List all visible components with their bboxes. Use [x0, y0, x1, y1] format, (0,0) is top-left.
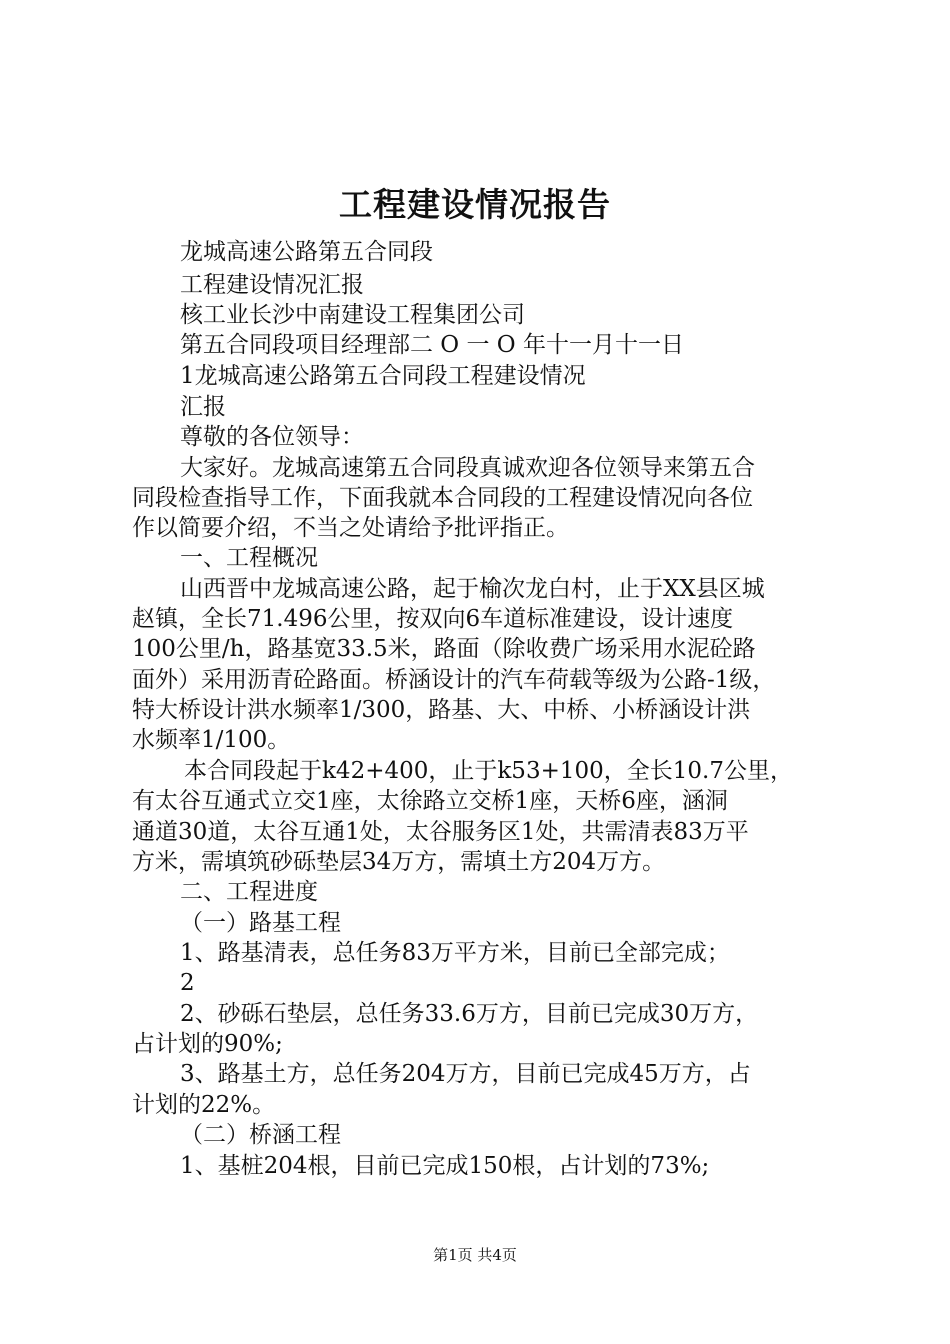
text-line: 大家好。龙城高速第五合同段真诚欢迎各位领导来第五合 [180, 455, 755, 481]
text-line: 汇报 [180, 394, 226, 420]
subsection-heading: （一）路基工程 [180, 910, 341, 936]
text-line: 2、砂砾石垫层，总任务33.6万方，目前已完成30万方， [180, 1001, 759, 1027]
text-line: 1、路基清表，总任务83万平方米，目前已全部完成； [180, 940, 730, 966]
text-line: 1、基桩204根，目前已完成150根，占计划的73%; [180, 1153, 710, 1179]
text-line: 核工业长沙中南建设工程集团公司 [180, 302, 525, 328]
text-line: 工程建设情况汇报 [180, 272, 364, 298]
text-line: 同段检查指导工作，下面我就本合同段的工程建设情况向各位 [132, 485, 753, 511]
text-line: 赵镇，全长71.496公里，按双向6车道标准建设，设计速度 [132, 606, 734, 632]
text-line: 通道30道，太谷互通1处，太谷服务区1处，共需清表83万平 [132, 819, 749, 845]
text-line: 占计划的90%; [132, 1031, 283, 1057]
document-title: 工程建设情况报告 [339, 185, 611, 224]
text-line: 本合同段起于k42+400，止于k53+100，全长10.7公里， [184, 758, 793, 784]
subsection-heading: （二）桥涵工程 [180, 1122, 341, 1148]
section-heading: 二、工程进度 [180, 879, 318, 905]
page-footer: 第1页 共4页 [433, 1246, 517, 1264]
text-line: 计划的22%。 [132, 1092, 276, 1118]
text-line: 山西晋中龙城高速公路，起于榆次龙白村，止于XX县区城 [180, 576, 765, 602]
text-line: 第五合同段项目经理部二 O 一 O 年十一月十一日 [180, 332, 684, 358]
text-line: 水频率1/100。 [132, 727, 291, 753]
text-line: 方米，需填筑砂砾垫层34万方，需填土方204万方。 [132, 849, 666, 875]
section-heading: 一、工程概况 [180, 545, 318, 571]
text-line: 有太谷互通式立交1座，太徐路立交桥1座，天桥6座，涵洞 [132, 788, 728, 814]
text-line: 100公里/h，路基宽33.5米，路面（除收费广场采用水泥砼路 [132, 636, 756, 662]
text-line: 特大桥设计洪水频率1/300，路基、大、中桥、小桥涵设计洪 [132, 697, 751, 723]
text-line: 龙城高速公路第五合同段 [180, 239, 433, 265]
text-line: 1龙城高速公路第五合同段工程建设情况 [180, 363, 586, 389]
text-line: 尊敬的各位领导： [180, 424, 364, 450]
text-line: 面外）采用沥青砼路面。桥涵设计的汽车荷载等级为公路-1级， [132, 667, 776, 693]
text-line: 作以简要介绍，不当之处请给予批评指正。 [132, 515, 569, 541]
text-line: 2 [180, 970, 195, 996]
text-line: 3、路基土方，总任务204万方，目前已完成45万方，占 [180, 1061, 751, 1087]
